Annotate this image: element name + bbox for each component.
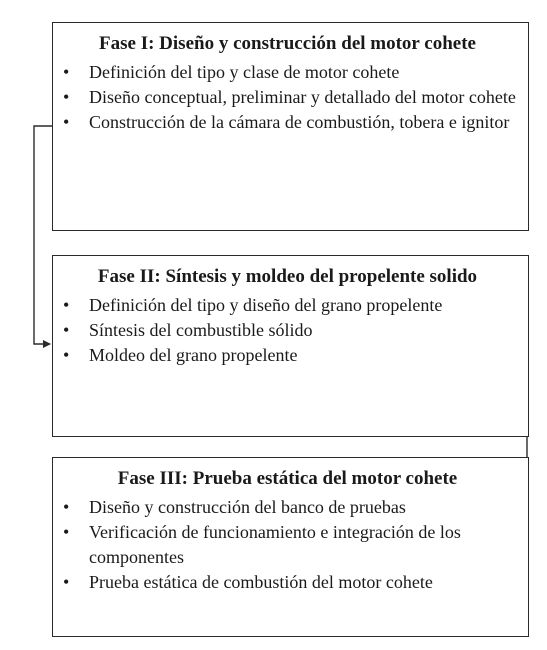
connector-phase1-to-phase2 bbox=[34, 126, 52, 344]
phase-3-item: • Prueba estática de combustión del motor cohete bbox=[59, 570, 516, 595]
phase-1-item: • Construcción de la cámara de combustión, tobera e ignitor bbox=[59, 110, 516, 135]
phase-1-list bbox=[59, 60, 516, 135]
phase-2-box bbox=[52, 255, 529, 437]
phase-3-box bbox=[52, 457, 529, 637]
phase-2-item: • Síntesis del combustible sólido bbox=[59, 318, 516, 343]
phase-1-box bbox=[52, 22, 529, 231]
phase-1-title: Fase I: Diseño y construcción del motor cohete bbox=[99, 33, 476, 54]
phase-3-list bbox=[59, 495, 516, 595]
phase-2-list bbox=[59, 293, 516, 368]
phase-3-title: Fase III: Prueba estática del motor cohete bbox=[117, 468, 458, 489]
phase-3-item: • Diseño y construcción del banco de pruebas bbox=[59, 495, 516, 520]
phase-2-title: Fase II: Síntesis y moldeo del propelente solido bbox=[97, 266, 478, 287]
phase-1-item: • Definición del tipo y clase de motor cohete bbox=[59, 60, 516, 85]
phase-1-item: • Diseño conceptual, preliminar y detallado del motor cohete bbox=[59, 85, 516, 110]
phase-2-item: • Definición del tipo y diseño del grano propelente bbox=[59, 293, 516, 318]
phase-2-item: • Moldeo del grano propelente bbox=[59, 343, 516, 368]
phase-3-item: • Verificación de funcionamiento e integración de los componentes bbox=[59, 520, 516, 570]
